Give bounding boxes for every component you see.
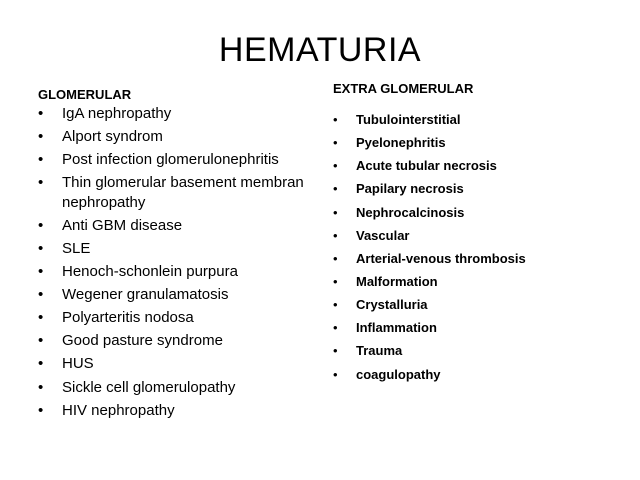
list-item xyxy=(333,179,633,198)
list-item xyxy=(333,249,633,268)
list-item-text: Vascular xyxy=(356,227,410,243)
list-item-text: Trauma xyxy=(356,343,403,359)
bullet-icon: • xyxy=(333,250,338,266)
list-item-text: Malformation xyxy=(356,273,438,289)
list-item xyxy=(38,262,328,282)
list-item-text: Pyelonephritis xyxy=(356,135,446,151)
list-item xyxy=(333,272,633,291)
bullet-icon: • xyxy=(333,135,338,151)
bullet-icon: • xyxy=(38,286,44,304)
bullet-icon: • xyxy=(333,112,338,127)
list-item xyxy=(38,127,328,147)
bullet-icon: • xyxy=(38,309,44,327)
bullet-icon: • xyxy=(38,378,44,396)
list-item xyxy=(38,401,328,421)
list-item-text: Papilary necrosis xyxy=(356,181,464,197)
bullet-icon: • xyxy=(38,355,44,373)
list-item-text: SLE xyxy=(62,239,91,257)
list-item xyxy=(333,226,633,245)
list-item xyxy=(38,239,328,259)
list-item-text: Tubulointerstitial xyxy=(356,112,461,127)
list-item-text: Henoch-schonlein purpura xyxy=(62,263,238,281)
bullet-icon: • xyxy=(38,151,44,169)
bullet-icon: • xyxy=(333,366,338,382)
list-item-text: Alport syndrom xyxy=(62,128,163,146)
extra-glomerular-list xyxy=(333,110,633,388)
bullet-icon: • xyxy=(38,105,44,122)
list-item xyxy=(38,285,328,305)
list-item-text: Nephrocalcinosis xyxy=(356,204,465,220)
bullet-icon: • xyxy=(38,263,44,281)
list-item-text: IgA nephropathy xyxy=(62,105,172,122)
extra-glomerular-heading: EXTRA GLOMERULAR xyxy=(333,81,474,96)
list-item xyxy=(333,156,633,175)
list-item-text: Crystalluria xyxy=(356,297,428,313)
bullet-icon: • xyxy=(38,128,44,146)
glomerular-list xyxy=(38,104,328,424)
slide-title: HEMATURIA xyxy=(218,31,422,69)
bullet-icon: • xyxy=(38,216,44,234)
list-item xyxy=(333,203,633,222)
bullet-icon: • xyxy=(333,227,338,243)
bullet-icon: • xyxy=(333,158,338,174)
list-item xyxy=(333,110,633,129)
list-item xyxy=(333,133,633,152)
bullet-icon: • xyxy=(333,343,338,359)
bullet-icon: • xyxy=(333,297,338,313)
list-item-text: Thin glomerular basement membran nephropathy xyxy=(62,174,304,211)
bullet-icon: • xyxy=(38,332,44,350)
list-item xyxy=(333,365,633,384)
list-item-text: Anti GBM disease xyxy=(62,216,183,234)
bullet-icon: • xyxy=(38,401,44,419)
list-item xyxy=(333,341,633,360)
bullet-icon: • xyxy=(333,181,338,197)
bullet-icon: • xyxy=(38,174,44,192)
list-item-text: Good pasture syndrome xyxy=(62,332,223,350)
list-item xyxy=(38,104,328,124)
list-item xyxy=(38,308,328,328)
list-item-text: Post infection glomerulonephritis xyxy=(62,151,279,169)
list-item xyxy=(333,318,633,337)
list-item xyxy=(333,295,633,314)
glomerular-heading: GLOMERULAR xyxy=(38,87,132,102)
list-item xyxy=(38,378,328,398)
bullet-icon: • xyxy=(38,239,44,257)
list-item-text: HIV nephropathy xyxy=(62,401,175,419)
list-item-text: coagulopathy xyxy=(356,366,441,382)
list-item-text: Acute tubular necrosis xyxy=(356,158,497,174)
list-item-text: Inflammation xyxy=(356,320,437,336)
list-item-text: Wegener granulamatosis xyxy=(62,286,229,304)
bullet-icon: • xyxy=(333,204,338,220)
list-item-text: Polyarteritis nodosa xyxy=(62,309,194,327)
list-item xyxy=(38,173,328,212)
bullet-icon: • xyxy=(333,320,338,336)
list-item-text: HUS xyxy=(62,355,94,373)
list-item xyxy=(38,331,328,351)
list-item xyxy=(38,354,328,374)
list-item-text: Arterial-venous thrombosis xyxy=(356,250,526,266)
list-item xyxy=(38,150,328,170)
bullet-icon: • xyxy=(333,273,338,289)
list-item-text: Sickle cell glomerulopathy xyxy=(62,378,236,396)
list-item xyxy=(38,216,328,236)
